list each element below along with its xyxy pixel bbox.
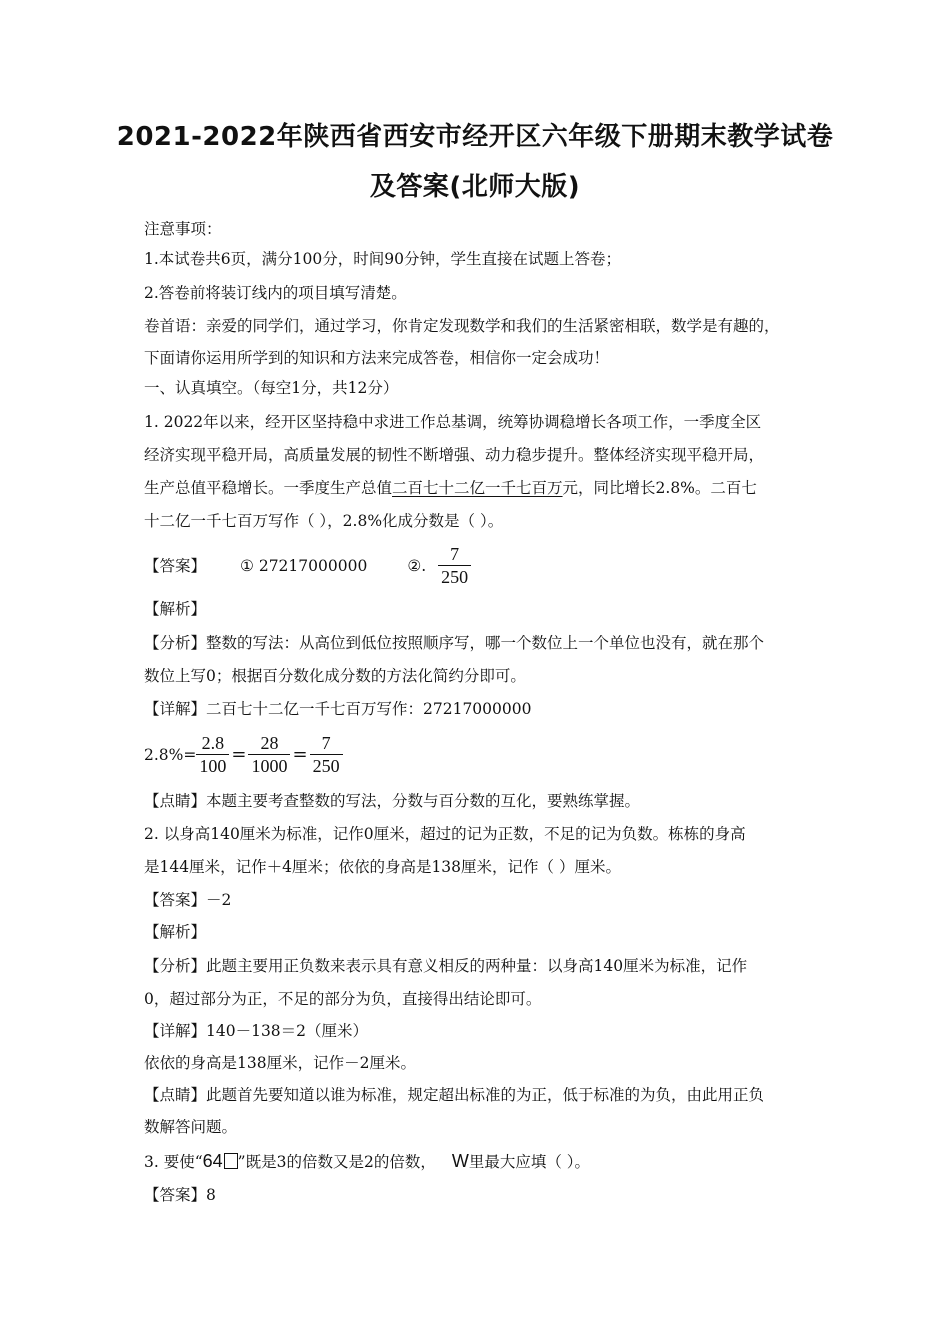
q3-answer: 【答案】8 [144, 1186, 216, 1204]
fraction-denominator: 100 [199, 756, 227, 776]
notice-item-2: 2.答卷前将装订线内的项目填写清楚。 [144, 284, 407, 302]
q3-text-b: ”既是3的倍数又是2的倍数， [237, 1153, 436, 1171]
q1-dianjing: 【点睛】本题主要考查整数的写法，分数与百分数的互化，要熟练掌握。 [144, 792, 641, 810]
preface-line-1: 卷首语：亲爱的同学们，通过学习，你肯定发现数学和我们的生活紧密相联，数学是有趣的， [144, 317, 780, 335]
q1-underlined-number: 二百七十二亿一千七百万 [392, 479, 563, 497]
q2-result: 依依的身高是138厘米，记作－2厘米。 [144, 1054, 416, 1072]
q1-line-3-text-b: 元，同比增长2.8%。二百七 [562, 479, 757, 497]
fraction-denominator: 1000 [251, 756, 288, 776]
q2-fenxi-line-2: 0，超过部分为正，不足的部分为负，直接得出结论即可。 [144, 990, 542, 1008]
q1-xiangjie: 【详解】二百七十二亿一千七百万写作：27217000000 [144, 700, 532, 718]
fraction-denominator: 250 [312, 756, 340, 776]
q1-answer-fraction [438, 543, 471, 588]
q1-line-1: 1. 2022年以来，经开区坚持稳中求进工作总基调，统筹协调稳增长各项工作，一季度全区 [144, 413, 762, 431]
q1-answer-part-a: ① 27217000000 [240, 556, 368, 575]
equation-fraction-2 [248, 732, 290, 777]
q1-fenxi-line-1: 【分析】整数的写法：从高位到低位按照顺序写，哪一个数位上一个单位也没有，就在那个 [144, 634, 765, 652]
blank-box-icon [224, 1153, 238, 1169]
q2-jiexi: 【解析】 [144, 923, 207, 941]
notice-heading: 注意事项： [144, 220, 222, 238]
preface-line-2: 下面请你运用所学到的知识和方法来完成答卷，相信你一定会成功！ [144, 349, 610, 367]
q2-line-1: 2. 以身高140厘米为标准，记作0厘米，超过的记为正数，不足的记为负数。栋栋的身高 [144, 825, 746, 843]
equation-lhs: 2.8%= [144, 745, 197, 764]
q3-number: 64 [202, 1151, 223, 1171]
document-title-line1: 2021-2022年陕西省西安市经开区六年级下册期末教学试卷 [116, 122, 834, 152]
notice-item-1: 1.本试卷共6页，满分100分，时间90分钟，学生直接在试题上答卷； [144, 250, 621, 268]
fraction-numerator: 28 [248, 732, 290, 755]
q2-dianjing-line-2: 数解答问题。 [144, 1118, 238, 1136]
q1-fenxi-line-2: 数位上写0；根据百分数化成分数的方法化简约分即可。 [144, 667, 526, 685]
q2-fenxi-line-1: 【分析】此题主要用正负数来表示具有意义相反的两种量：以身高140厘米为标准，记作 [144, 957, 748, 975]
equals-sign: = [292, 743, 308, 765]
equals-sign: = [231, 743, 247, 765]
q1-answer [144, 543, 824, 588]
fraction-numerator: 2.8 [196, 732, 229, 755]
document-title-line2: 及答案(北师大版) [369, 172, 581, 202]
q1-jiexi: 【解析】 [144, 600, 207, 618]
q2-line-2: 是144厘米，记作＋4厘米；依依的身高是138厘米，记作（ ）厘米。 [144, 858, 621, 876]
q1-line-3-text-a: 生产总值平稳增长。一季度生产总值 [144, 479, 393, 497]
fraction-numerator: 7 [310, 732, 343, 755]
equation-fraction-3 [310, 732, 343, 777]
q1-line-4: 十二亿一千七百万写作（ ），2.8%化成分数是（ ）。 [144, 512, 504, 530]
answer-label: 【答案】 [144, 556, 207, 575]
q1-line-3 [144, 477, 824, 499]
q1-equation [144, 732, 824, 777]
q2-answer: 【答案】－2 [144, 891, 232, 909]
equation-fraction-1 [196, 732, 229, 777]
q3-text-c: 里最大应填（ ）。 [468, 1153, 591, 1171]
q3-line-1 [144, 1150, 824, 1173]
fraction-numerator: 7 [438, 543, 471, 566]
section-1-heading: 一、认真填空。（每空1分，共12分） [144, 379, 399, 397]
q3-text-a: 3. 要使“ [144, 1153, 203, 1171]
fraction-denominator: 250 [441, 567, 469, 587]
q1-answer-part-b-label: ②. [407, 556, 427, 575]
q1-line-2: 经济实现平稳开局，高质量发展的韧性不断增强、动力稳步提升。整体经济实现平稳开局， [144, 446, 765, 464]
q3-symbol-w: W [451, 1151, 469, 1171]
q2-dianjing-line-1: 【点睛】此题首先要知道以谁为标准，规定超出标准的为正，低于标准的为负，由此用正负 [144, 1086, 765, 1104]
q2-xiangjie: 【详解】140－138＝2（厘米） [144, 1022, 369, 1040]
